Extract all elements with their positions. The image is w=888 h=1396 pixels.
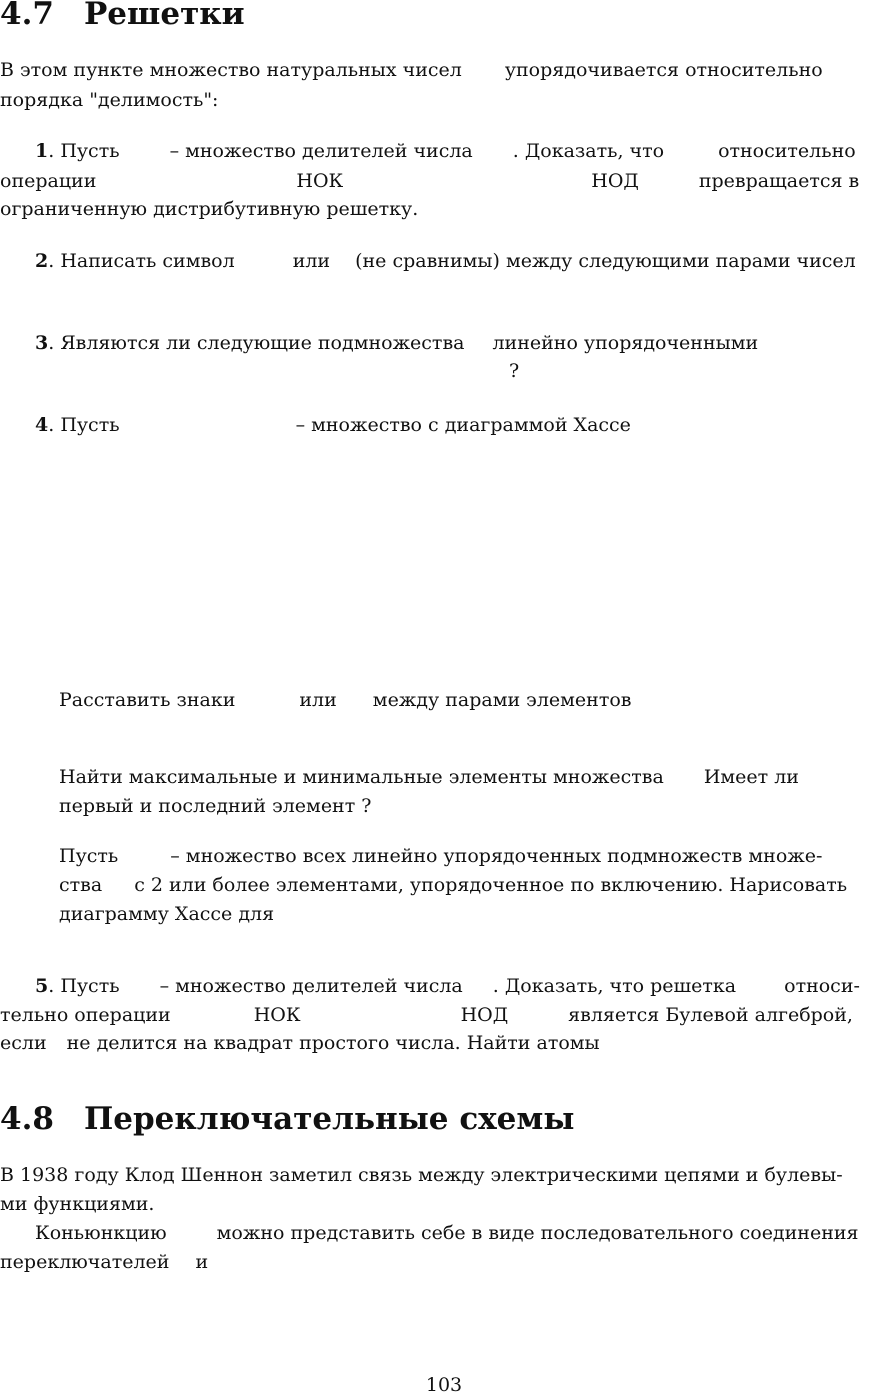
problem-text: с 2 или более элементами, упорядоченное по включению. Нарисовать — [134, 874, 848, 896]
intro-text: упорядочивается относительно — [504, 59, 823, 81]
problem-text: НОД — [591, 170, 639, 192]
problem-text: Найти максимальные и минимальные элементы множества — [59, 766, 664, 788]
problem-1-line-2 — [0, 170, 888, 192]
problem-text: – множество всех линейно упорядоченных подмножеств множе- — [170, 845, 823, 867]
section-4-8-line-1 — [0, 1164, 888, 1186]
intro-line-1 — [0, 59, 888, 81]
problem-text: . Пусть — [48, 414, 120, 436]
problem-text: . Пусть — [48, 140, 120, 162]
problem-text: Пусть — [59, 845, 119, 867]
problem-text: . Доказать, что — [512, 140, 665, 162]
problem-text: . Пусть — [48, 975, 120, 997]
problem-4-item-a — [59, 689, 888, 711]
problem-text: НОК — [253, 1004, 301, 1026]
problem-4-item-b-line-1 — [59, 766, 888, 788]
problem-text: . Написать символ — [48, 250, 235, 272]
problem-number: 5 — [35, 975, 49, 997]
problem-text: не делится на квадрат простого числа. Найти атомы — [66, 1032, 600, 1054]
problem-1-line-1 — [35, 140, 888, 162]
problem-4-item-b-line-2 — [59, 795, 888, 817]
body-text: можно представить себе в виде последовательного соединения — [216, 1222, 859, 1244]
problem-text: Имеет ли — [703, 766, 799, 788]
body-text: В 1938 году Клод Шеннон заметил связь между электрическими цепями и булевы- — [0, 1164, 843, 1186]
section-4-8-line-4 — [0, 1251, 888, 1273]
section-number: 4.8 — [0, 1101, 54, 1137]
problem-5-line-3 — [0, 1032, 888, 1054]
problem-text: операции — [0, 170, 97, 192]
problem-4-item-c-line-2 — [59, 874, 888, 896]
problem-text: . Доказать, что решетка — [492, 975, 737, 997]
intro-text: порядка "делимость": — [0, 89, 219, 111]
section-4-8-line-3 — [35, 1222, 888, 1244]
problem-text: если — [0, 1032, 47, 1054]
problem-text: между парами элементов — [372, 689, 632, 711]
problem-text: тельно операции — [0, 1004, 171, 1026]
problem-4-item-c-line-3 — [59, 903, 888, 925]
section-number: 4.7 — [0, 0, 54, 32]
problem-2-line-1 — [35, 250, 888, 272]
problem-3-question-mark — [509, 360, 549, 382]
problem-text: – множество делителей числа — [169, 140, 473, 162]
problem-text: ? — [509, 360, 520, 382]
problem-text: (не сравнимы) между следующими парами чисел — [355, 250, 856, 272]
intro-text: В этом пункте множество натуральных чисел — [0, 59, 462, 81]
problem-number: 2 — [35, 250, 49, 272]
problem-text: или — [299, 689, 337, 711]
problem-text: – множество делителей числа — [159, 975, 463, 997]
problem-text: диаграмму Хассе для — [59, 903, 275, 925]
section-heading-4-8 — [0, 1101, 574, 1137]
problem-number: 3 — [35, 332, 49, 354]
problem-text: относительно — [718, 140, 856, 162]
problem-text: НОК — [296, 170, 344, 192]
problem-1-line-3 — [0, 198, 888, 220]
problem-3-line-1 — [35, 332, 888, 354]
section-title: Переключательные схемы — [84, 1101, 575, 1137]
problem-text: превращается в — [698, 170, 860, 192]
body-text: переключателей — [0, 1251, 170, 1273]
problem-text: ограниченную дистрибутивную решетку. — [0, 198, 419, 220]
problem-text: или — [292, 250, 331, 272]
page-number: 103 — [425, 1374, 463, 1396]
problem-text: относи- — [784, 975, 860, 997]
problem-text: . Являются ли следующие подмножества — [48, 332, 465, 354]
body-text: ми функциями. — [0, 1193, 155, 1215]
problem-4-line-1 — [35, 414, 888, 436]
section-4-8-line-2 — [0, 1193, 888, 1215]
problem-5-line-2 — [0, 1004, 888, 1026]
problem-4-item-c-line-1 — [59, 845, 888, 867]
problem-5-line-1 — [35, 975, 888, 997]
intro-line-2 — [0, 89, 888, 111]
problem-text: ства — [59, 874, 103, 896]
body-text: и — [195, 1251, 209, 1273]
problem-text: является Булевой алгеброй, — [568, 1004, 853, 1026]
section-title: Решетки — [84, 0, 245, 32]
problem-number: 4 — [35, 414, 49, 436]
problem-text: Расставить знаки — [59, 689, 236, 711]
problem-text: НОД — [460, 1004, 509, 1026]
problem-number: 1 — [35, 140, 49, 162]
body-text: Коньюнкцию — [35, 1222, 167, 1244]
section-heading-4-7 — [0, 0, 245, 32]
problem-text: первый и последний элемент ? — [59, 795, 372, 817]
problem-text: линейно упорядоченными — [492, 332, 759, 354]
problem-text: – множество с диаграммой Хассе — [295, 414, 631, 436]
